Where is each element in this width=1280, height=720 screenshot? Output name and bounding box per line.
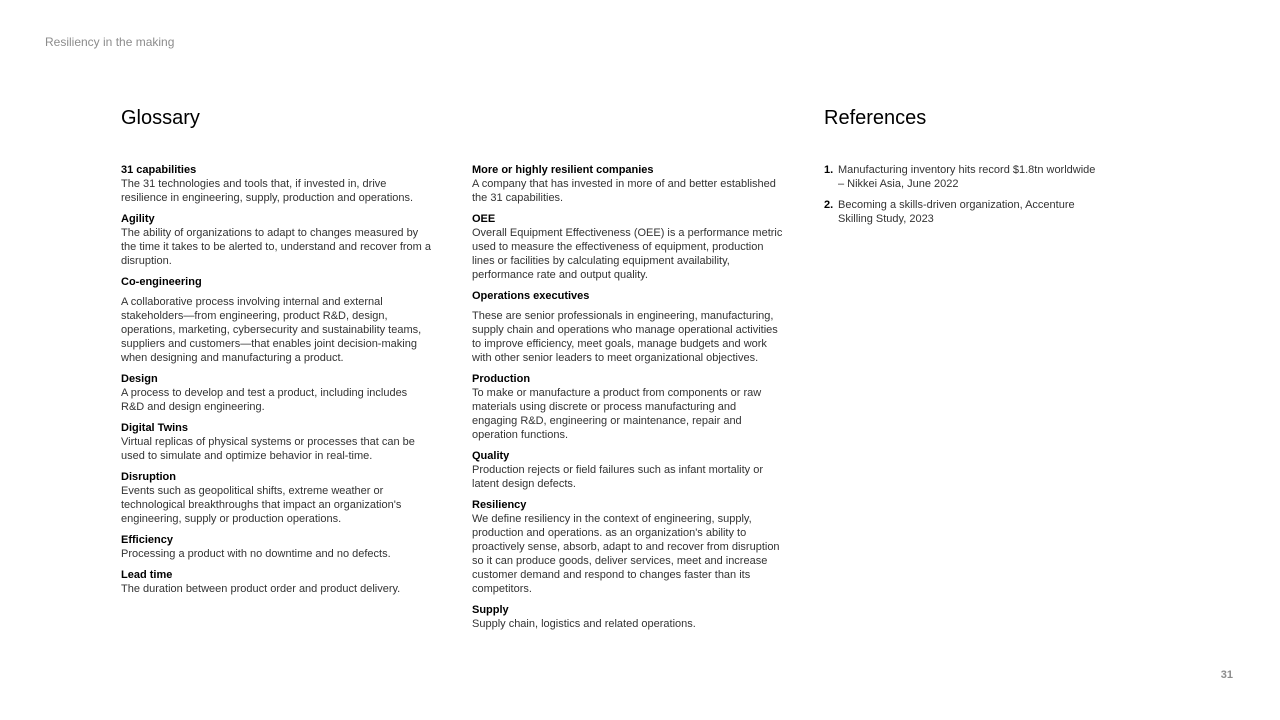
glossary-definition: The ability of organizations to adapt to changes measured by the time it takes to be alerted to, understand and recover from a disruption. [121, 227, 432, 267]
reference-number: 2. [824, 199, 834, 211]
glossary-entry [472, 163, 784, 205]
reference-text: Manufacturing inventory hits record $1.8tn worldwide – Nikkei Asia, June 2022 [838, 164, 1096, 190]
glossary-term: More or highly resilient companies [472, 164, 654, 176]
glossary-definition: Overall Equipment Effectiveness (OEE) is a performance metric used to measure the effectiveness of equipment, production lines or facilities by calculating equipment availability, performance rate and output quality. [472, 227, 783, 281]
glossary-entry [472, 603, 784, 631]
glossary-term: 31 capabilities [121, 164, 197, 176]
glossary-definition: A collaborative process involving internal and external stakeholders—from engineering, product R&D, design, operations, marketing, cybersecurity and sustainability teams, suppliers and customers—that enables joint decision-making when designing and manufacturing a product. [121, 296, 422, 364]
reference-item [824, 163, 1099, 191]
references-list [824, 163, 1099, 233]
glossary-title: Glossary [121, 107, 200, 129]
glossary-term: Quality [472, 450, 510, 462]
glossary-term: OEE [472, 213, 496, 225]
glossary-definition: Production rejects or field failures such as infant mortality or latent design defects. [472, 464, 764, 490]
glossary-entry [121, 275, 433, 365]
glossary-entry [472, 212, 784, 282]
glossary-term: Operations executives [472, 290, 590, 302]
glossary-entry [121, 163, 433, 205]
reference-item [824, 198, 1099, 226]
glossary-definition: The duration between product order and product delivery. [121, 583, 401, 595]
glossary-definition: A process to develop and test a product, including includes R&D and design engineering. [121, 387, 408, 413]
glossary-term: Resiliency [472, 499, 527, 511]
glossary-definition: To make or manufacture a product from components or raw materials using discrete or process manufacturing and engaging R&D, engineering or maintenance, repair and operation functions. [472, 387, 762, 441]
glossary-entry [121, 372, 433, 414]
references-title: References [824, 107, 927, 129]
glossary-definition: Events such as geopolitical shifts, extreme weather or technological breakthroughs that impact an organization's engineering, supply or production operations. [121, 485, 402, 525]
glossary-term: Lead time [121, 569, 173, 581]
glossary-term: Agility [121, 213, 155, 225]
glossary-entry [121, 568, 433, 596]
glossary-definition: The 31 technologies and tools that, if invested in, drive resilience in engineering, supply, production and operations. [121, 178, 414, 204]
glossary-definition: We define resiliency in the context of engineering, supply, production and operations. as an organization's ability to proactively sense, absorb, adapt to and recover from disruption so it can produce goods, deliver services, meet and increase customer demand and respond to changes faster than its competitors. [472, 513, 780, 595]
glossary-entry [121, 212, 433, 268]
glossary-term: Disruption [121, 471, 176, 483]
glossary-entry [121, 470, 433, 526]
glossary-entry [472, 449, 784, 491]
glossary-column-2 [472, 163, 784, 638]
glossary-column-1 [121, 163, 433, 603]
reference-text: Becoming a skills-driven organization, Accenture Skilling Study, 2023 [838, 199, 1075, 225]
page-number: 31 [1220, 669, 1233, 681]
glossary-entry [121, 533, 433, 561]
glossary-definition: Virtual replicas of physical systems or processes that can be used to simulate and optimize behavior in real-time. [121, 436, 415, 462]
glossary-definition: Processing a product with no downtime and no defects. [121, 548, 391, 560]
glossary-entry [121, 421, 433, 463]
running-header: Resiliency in the making [45, 35, 175, 49]
glossary-term: Efficiency [121, 534, 173, 546]
glossary-entry [472, 289, 784, 365]
glossary-term: Co-engineering [121, 276, 202, 288]
glossary-term: Production [472, 373, 531, 385]
glossary-entry [472, 372, 784, 442]
glossary-definition: A company that has invested in more of and better established the 31 capabilities. [472, 178, 776, 204]
glossary-entry [472, 498, 784, 596]
glossary-term: Digital Twins [121, 422, 189, 434]
glossary-definition: These are senior professionals in engineering, manufacturing, supply chain and operations who manage operational activities to improve efficiency, meet goals, manage budgets and work with other senior leaders to meet organizational objectives. [472, 310, 778, 364]
glossary-term: Design [121, 373, 158, 385]
reference-number: 1. [824, 164, 834, 176]
glossary-definition: Supply chain, logistics and related operations. [472, 618, 696, 630]
glossary-term: Supply [472, 604, 509, 616]
